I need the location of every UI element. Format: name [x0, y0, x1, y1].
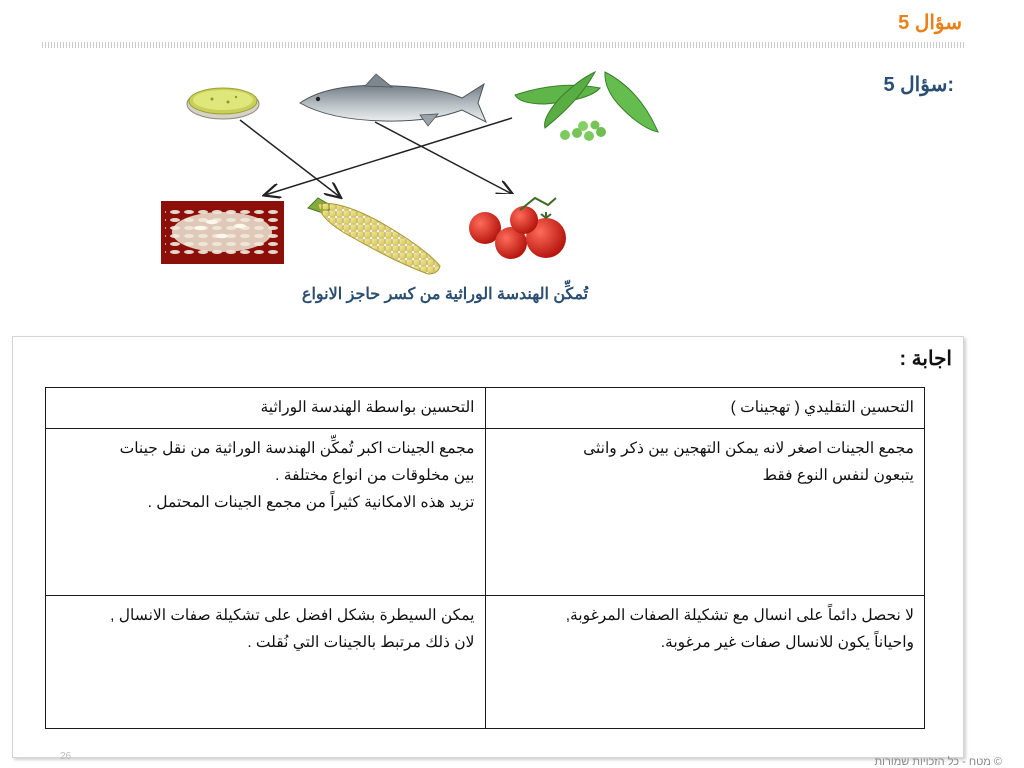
comparison-table [45, 387, 925, 729]
diagram-caption: تُمكِّن الهندسة الوراثية من كسر حاجز الانواع [301, 286, 589, 303]
cell-text-line: واحياناً يكون للانسال صفات غير مرغوبة. [660, 634, 914, 652]
copyright-footer: © מטח - כל הזכויות שמורות [874, 756, 1002, 768]
table-row [46, 596, 925, 729]
rice-icon [161, 201, 284, 264]
salmon-fish-icon [300, 74, 486, 126]
cell-text-line: مجمع الجينات اصغر لانه يمكن التهجين بين ذكر وانثى [583, 440, 914, 457]
cell-text-line: يتبعون لنفس النوع فقط [762, 467, 914, 485]
gene-transfer-diagram [0, 0, 1024, 320]
table-row [46, 429, 925, 596]
transfer-arrows [240, 118, 512, 197]
slide-title: سؤال 5 [898, 12, 962, 34]
tomatoes-icon [463, 194, 576, 270]
table-header-row [46, 388, 925, 429]
cell-text-line: لا نحصل دائماً على انسال مع تشكيلة الصفات المرغوبة, [565, 607, 914, 624]
header-traditional: التحسين التقليدي ( تهجينات ) [485, 388, 925, 429]
cell-text-line: تزيد هذه الامكانية كثيراً من مجمع الجينات المحتمل . [147, 494, 475, 512]
cell-ge-traits [46, 596, 486, 729]
petri-dish-icon [187, 88, 259, 119]
cell-text-line: مجمع الجينات اكبر تُمكِّن الهندسة الوراثية من نقل جينات [119, 440, 475, 457]
green-peas-icon [515, 72, 658, 141]
answer-label: اجابة : [899, 348, 952, 370]
cell-text-line: بين مخلوقات من انواع مختلفة . [275, 467, 475, 485]
cell-traditional-traits [485, 596, 925, 729]
corn-icon [308, 198, 440, 274]
question-label: :سؤال 5 [883, 74, 954, 96]
cell-text-line: لان ذلك مرتبط بالجينات التي نُقلت . [247, 634, 475, 652]
page-number: 26 [60, 751, 72, 762]
header-genetic-engineering: التحسين بواسطة الهندسة الوراثية [46, 388, 486, 429]
cell-ge-gene-pool [46, 429, 486, 596]
cell-traditional-gene-pool [485, 429, 925, 596]
cell-text-line: يمكن السيطرة بشكل افضل على تشكيلة صفات الانسال , [110, 607, 475, 624]
